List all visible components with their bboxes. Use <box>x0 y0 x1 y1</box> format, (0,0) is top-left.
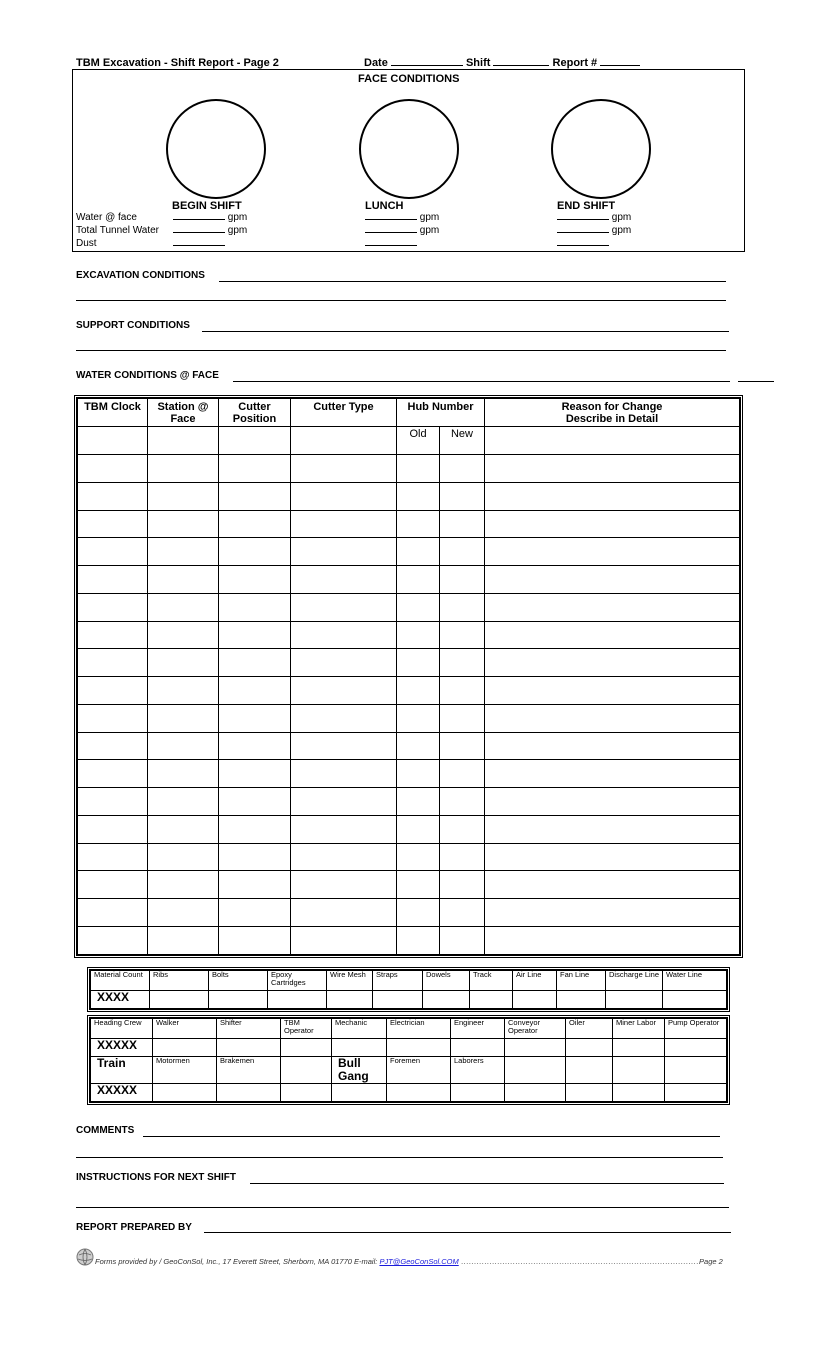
wire-mesh-header: Wire Mesh <box>327 971 373 991</box>
tbm-operator-header: TBM Operator <box>281 1019 332 1039</box>
table-row <box>78 566 740 594</box>
support-conditions-line-1[interactable] <box>202 331 729 332</box>
brakemen-header: Brakemen <box>217 1057 281 1084</box>
heading-crew-header: Heading Crew <box>91 1019 153 1039</box>
table-cell[interactable] <box>485 427 740 455</box>
header-station-at-face: Station @ Face <box>148 399 219 427</box>
dowels-header: Dowels <box>423 971 470 991</box>
comments-label: COMMENTS <box>76 1125 135 1136</box>
face-circle-end[interactable] <box>551 99 651 199</box>
conveyor-operator-header: Conveyor Operator <box>505 1019 566 1039</box>
material-count-header: Material Count <box>91 971 150 991</box>
table-row <box>78 538 740 566</box>
table-cell[interactable] <box>148 427 219 455</box>
globe-icon <box>76 1248 94 1266</box>
face-circle-begin[interactable] <box>166 99 266 199</box>
page-title: TBM Excavation - Shift Report - Page 2 <box>76 57 279 69</box>
engineer-header: Engineer <box>451 1019 505 1039</box>
header-reason-for-change: Reason for Change Describe in Detail <box>485 399 740 427</box>
ribs-header: Ribs <box>150 971 209 991</box>
air-line-header: Air Line <box>513 971 557 991</box>
water-line-header: Water Line <box>663 971 727 991</box>
footer-credit: Forms provided by / GeoConSol, Inc., 17 Everett Street, Sherborn, MA 01770 E-mail: PJT@GeoConSol.COM ............................................................................................Page 2 <box>95 1257 723 1266</box>
table-row <box>78 482 740 510</box>
date-field[interactable] <box>364 57 640 69</box>
water-conditions-line[interactable] <box>233 381 730 382</box>
mechanic-header: Mechanic <box>332 1019 387 1039</box>
table-row <box>78 760 740 788</box>
table-row <box>78 871 740 899</box>
instructions-line-2[interactable] <box>76 1207 729 1208</box>
header-tbm-clock: TBM Clock <box>78 399 148 427</box>
lunch-label: LUNCH <box>365 200 404 212</box>
table-row <box>78 455 740 483</box>
face-circle-lunch[interactable] <box>359 99 459 199</box>
face-conditions-title: FACE CONDITIONS <box>358 73 460 85</box>
hub-new-header: New <box>440 427 485 455</box>
support-conditions-line-2[interactable] <box>76 350 726 351</box>
dust-end-field[interactable] <box>557 238 609 249</box>
cutter-change-table <box>77 398 740 955</box>
bolts-header: Bolts <box>209 971 268 991</box>
instructions-line-1[interactable] <box>250 1183 724 1184</box>
begin-shift-label: BEGIN SHIFT <box>172 200 242 212</box>
water-at-face-label: Water @ face <box>76 212 137 223</box>
footer-page-number: Page 2 <box>699 1257 723 1266</box>
foremen-header: Foremen <box>387 1057 451 1084</box>
prepared-by-label: REPORT PREPARED BY <box>76 1222 192 1233</box>
support-conditions-label: SUPPORT CONDITIONS <box>76 320 190 331</box>
heading-crew-value: XXXXX <box>91 1039 153 1057</box>
table-row <box>78 788 740 816</box>
table-row <box>78 593 740 621</box>
dust-lunch-field[interactable] <box>365 238 417 249</box>
train-header: Train <box>91 1057 153 1084</box>
table-cell[interactable] <box>291 427 397 455</box>
end-shift-label: END SHIFT <box>557 200 616 212</box>
table-row <box>78 843 740 871</box>
table-row <box>78 510 740 538</box>
track-header: Track <box>470 971 513 991</box>
comments-line-1[interactable] <box>143 1136 720 1137</box>
dust-begin-field[interactable] <box>173 238 225 249</box>
table-row <box>78 899 740 927</box>
tunnel-water-begin-field[interactable]: gpm <box>173 225 247 236</box>
straps-header: Straps <box>373 971 423 991</box>
miner-labor-header: Miner Labor <box>613 1019 665 1039</box>
crew-table <box>90 1018 727 1102</box>
shift-label: Shift <box>465 57 491 69</box>
tunnel-water-end-field[interactable]: gpm <box>557 225 631 236</box>
report-label: Report # <box>552 57 598 69</box>
epoxy-cartridges-header: Epoxy Cartridges <box>268 971 327 991</box>
table-row <box>78 815 740 843</box>
excavation-conditions-line-1[interactable] <box>219 281 726 282</box>
instructions-label: INSTRUCTIONS FOR NEXT SHIFT <box>76 1172 236 1183</box>
pump-operator-header: Pump Operator <box>665 1019 727 1039</box>
table-row <box>78 704 740 732</box>
walker-header: Walker <box>153 1019 217 1039</box>
table-row <box>78 927 740 955</box>
footer-email-link[interactable]: PJT@GeoConSol.COM <box>379 1257 459 1266</box>
water-face-end-field[interactable]: gpm <box>557 212 631 223</box>
comments-line-2[interactable] <box>76 1157 723 1158</box>
dust-label: Dust <box>76 238 97 249</box>
prepared-by-line[interactable] <box>204 1232 731 1233</box>
oiler-header: Oiler <box>566 1019 613 1039</box>
header-cutter-type: Cutter Type <box>291 399 397 427</box>
motormen-header: Motormen <box>153 1057 217 1084</box>
table-row <box>78 732 740 760</box>
header-hub-number: Hub Number <box>397 399 485 427</box>
tunnel-water-lunch-field[interactable]: gpm <box>365 225 439 236</box>
hub-old-header: Old <box>397 427 440 455</box>
shifter-header: Shifter <box>217 1019 281 1039</box>
total-tunnel-water-label: Total Tunnel Water <box>76 225 160 236</box>
electrician-header: Electrician <box>387 1019 451 1039</box>
table-cell[interactable] <box>219 427 291 455</box>
excavation-conditions-label: EXCAVATION CONDITIONS <box>76 270 205 281</box>
water-face-begin-field[interactable]: gpm <box>173 212 247 223</box>
table-row <box>78 649 740 677</box>
table-row <box>78 621 740 649</box>
materials-table <box>90 970 727 1009</box>
discharge-line-header: Discharge Line <box>606 971 663 991</box>
bull-gang-header: Bull Gang <box>332 1057 387 1084</box>
fan-line-header: Fan Line <box>557 971 606 991</box>
table-row <box>78 677 740 705</box>
train-value: XXXXX <box>91 1084 153 1102</box>
laborers-header: Laborers <box>451 1057 505 1084</box>
water-face-lunch-field[interactable]: gpm <box>365 212 439 223</box>
material-count-value: XXXX <box>91 991 150 1009</box>
date-label: Date <box>364 57 388 69</box>
excavation-conditions-line-2[interactable] <box>76 300 726 301</box>
water-conditions-extra-line <box>738 381 774 382</box>
header-cutter-position: Cutter Position <box>219 399 291 427</box>
water-conditions-label: WATER CONDITIONS @ FACE <box>76 370 219 381</box>
table-cell[interactable] <box>78 427 148 455</box>
